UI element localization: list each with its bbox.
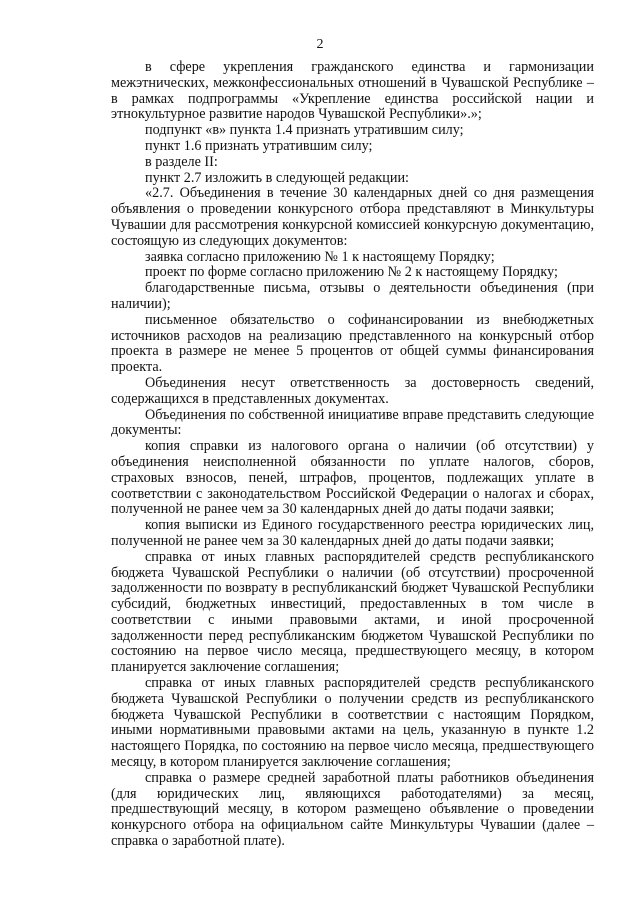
paragraph: копия выписки из Единого государственного реестра юридических лиц, полученной не ранее чем за 30 календарных дней до даты подачи заявки; — [111, 517, 594, 549]
paragraph: пункт 2.7 изложить в следующей редакции: — [145, 169, 409, 186]
paragraph: письменное обязательство о софинансировании из внебюджетных источников расходов на реализацию представленного на конкурсный отбор проекта в размере не менее 5 процентов от общей суммы финансирования проекта. — [111, 311, 594, 376]
paragraph: копия справки из налогового органа о наличии (об отсутствии) у объединения неисполненной обязанности по уплате налогов, сборов, страховых взносов, пеней, штрафов, процентов, подлежащих уплате в соответствии с законодательством Российской Федерации о налогах и сборах, полученной не ранее чем за 30 календарных дней до даты подачи заявки; — [111, 438, 594, 518]
paragraph: Объединения по собственной инициативе вправе представить следующие документы: — [111, 406, 594, 439]
paragraph: проект по форме согласно приложению № 2 к настоящему Порядку; — [145, 264, 558, 281]
paragraph: подпункт «в» пункта 1.4 признать утратившим силу; — [145, 122, 464, 139]
paragraph: в разделе II: — [145, 153, 218, 170]
paragraph: заявка согласно приложению № 1 к настоящему Порядку; — [145, 248, 495, 265]
paragraph: справка от иных главных распорядителей средств республиканского бюджета Чувашской Республики о наличии (об отсутствии) просроченной задолженности по возврату в республиканский бюджет Чувашской Республики субсидий, бюджетных инвестиций, предоставленных в том числе в соответствии с иными правовыми актами, и иной просроченной задолженности перед республиканским бюджетом Чувашской Республики по состоянию на первое число месяца, предшествующего месяцу, в котором планируется заключение соглашения; — [111, 548, 594, 676]
paragraph: благодарственные письма, отзывы о деятельности объединения (при наличии); — [111, 280, 594, 312]
paragraph: справка от иных главных распорядителей средств республиканского бюджета Чувашской Республики о получении средств из республиканского бюджета Чувашской Республики в соответствии с настоящим Порядком, иными нормативными правовыми актами на цель, указанную в пункте 1.2 настоящего Порядка, по состоянию на первое число месяца, предшествующего месяцу, в котором планируется заключение соглашения; — [111, 675, 594, 771]
paragraph: в сфере укрепления гражданского единства и гармонизации межэтнических, межконфессиональных отношений в Чувашской Республике – в рамках подпрограммы «Укрепление единства российской нации и этнокультурное развитие народов Чувашской Республики».»; — [111, 59, 594, 123]
paragraph: Объединения несут ответственность за достоверность сведений, содержащихся в представленных документах. — [111, 374, 594, 407]
page-number: 2 — [316, 37, 324, 52]
paragraph: «2.7. Объединения в течение 30 календарных дней со дня размещения объявления о проведении конкурсного отбора представляют в Минкультуры Чувашии для рассмотрения конкурсной комиссией конкурсную документацию, состоящую из следующих документов: — [111, 185, 594, 249]
document-body — [111, 60, 594, 850]
paragraph: пункт 1.6 признать утратившим силу; — [145, 137, 373, 154]
paragraph: справка о размере средней заработной платы работников объединения (для юридических лиц, являющихся работодателями) за месяц, предшествующий месяцу, в котором размещено объявление о проведении конкурсного отбора на официальном сайте Минкультуры Чувашии (далее – справка о заработной плате). — [111, 769, 594, 850]
